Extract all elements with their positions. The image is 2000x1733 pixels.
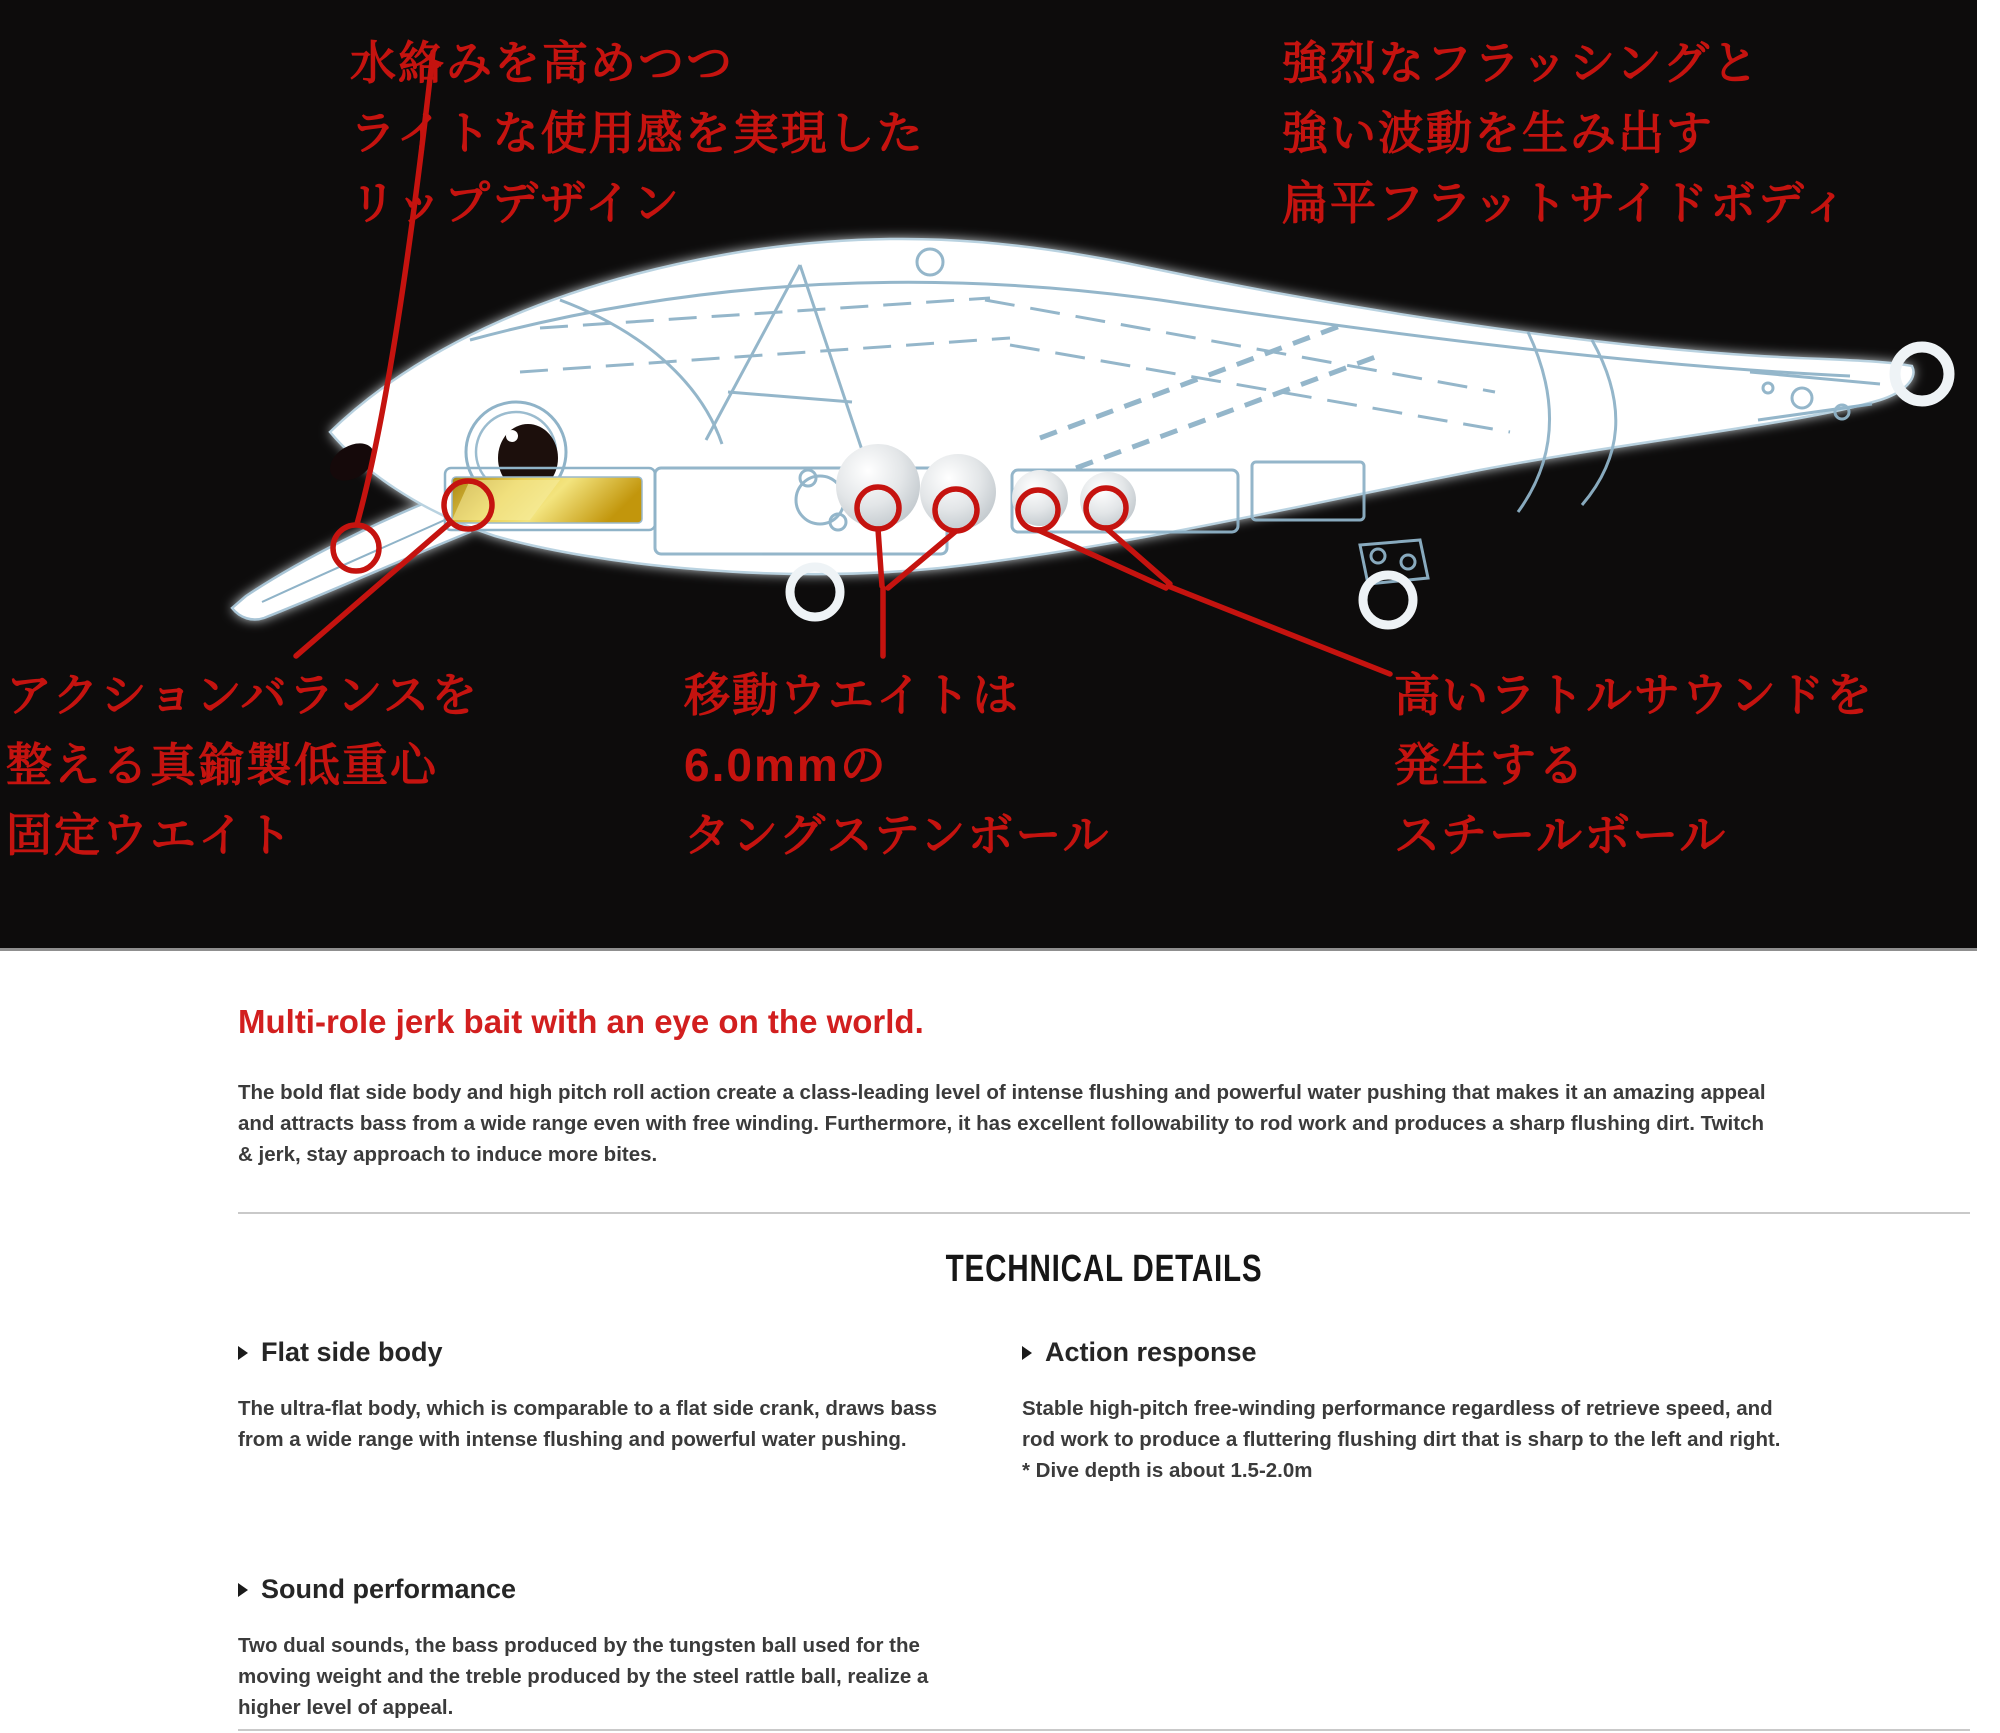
feature-body: Two dual sounds, the bass produced by the tungsten ball used for the moving weight and the treble produced by the steel rattle ball, realize a higher level of appeal.	[238, 1634, 929, 1719]
annotation-line: 固定ウエイト	[6, 809, 294, 861]
product-headline: Multi-role jerk bait with an eye on the world.	[238, 1003, 924, 1040]
feature-grid-spacer	[1022, 1574, 1970, 1723]
annotation-line: 強い波動を生み出す	[1282, 107, 1714, 159]
annotation-line: ライトな使用感を実現した	[350, 107, 925, 159]
annotation-line: アクションバランスを	[6, 669, 480, 721]
annotation-fixed-weight	[6, 660, 479, 870]
feature-title	[238, 1337, 1000, 1368]
feature-title-text: Action response	[1045, 1337, 1257, 1367]
annotation-line: スチールボール	[1394, 809, 1728, 861]
annotation-line: タングステンボール	[684, 809, 1111, 861]
annotation-flat-side-body	[1282, 28, 1850, 238]
feature-title-text: Flat side body	[261, 1337, 443, 1367]
annotation-line: 発生する	[1394, 739, 1586, 791]
triangle-bullet-icon	[1022, 1346, 1032, 1360]
annotation-moving-weight	[684, 660, 1110, 870]
annotation-line: 6.0mmの	[684, 739, 888, 791]
annotation-line: 強烈なフラッシングと	[1282, 37, 1760, 89]
feature-flat-side-body	[238, 1337, 1000, 1486]
triangle-bullet-icon	[238, 1346, 248, 1360]
annotation-line: 整える真鍮製低重心	[6, 739, 438, 791]
annotation-line: 扁平フラットサイドボディ	[1282, 177, 1851, 229]
brass-fixed-weight	[445, 468, 655, 530]
triangle-bullet-icon	[238, 1583, 248, 1597]
technical-details-header	[238, 1248, 1970, 1291]
annotation-line: リップデザイン	[350, 177, 681, 229]
bottom-divider	[238, 1729, 1970, 1731]
feature-action-response	[1022, 1337, 1970, 1486]
feature-title-text: Sound performance	[261, 1574, 517, 1604]
product-description-section	[238, 951, 1970, 1723]
feature-body: The ultra-flat body, which is comparable to a flat side crank, draws bass from a wide range with intense flushing and powerful water pushing.	[238, 1397, 938, 1451]
annotation-steel-ball	[1394, 660, 1874, 870]
feature-grid	[238, 1337, 1970, 1723]
product-intro: The bold flat side body and high pitch roll action create a class-leading level of intense flushing and powerful water pushing that makes it an amazing appeal and attracts bass from a wide range even with free winding. Furthermore, it has excellent followability to rod work and produces a sharp flushing dirt. Twitch & jerk, stay approach to induce more bites.	[238, 1081, 1766, 1166]
connector-steel-ball	[1038, 528, 1390, 674]
feature-sound-performance	[238, 1574, 1000, 1723]
annotation-line: 水絡みを高めつつ	[350, 37, 734, 89]
feature-title	[238, 1574, 1000, 1605]
section-divider	[238, 1212, 1970, 1214]
annotation-line: 高いラトルサウンドを	[1394, 669, 1874, 721]
technical-details-title: TECHNICAL DETAILS	[945, 1248, 1263, 1290]
annotation-line: 移動ウエイトは	[684, 669, 1020, 721]
annotation-lip-design	[350, 28, 925, 238]
feature-body: Stable high-pitch free-winding performance regardless of retrieve speed, and rod work to produce a fluttering flushing dirt that is sharp to the left and right. * Dive depth is about 1.5-2.0m	[1022, 1397, 1781, 1482]
feature-title	[1022, 1337, 1970, 1368]
